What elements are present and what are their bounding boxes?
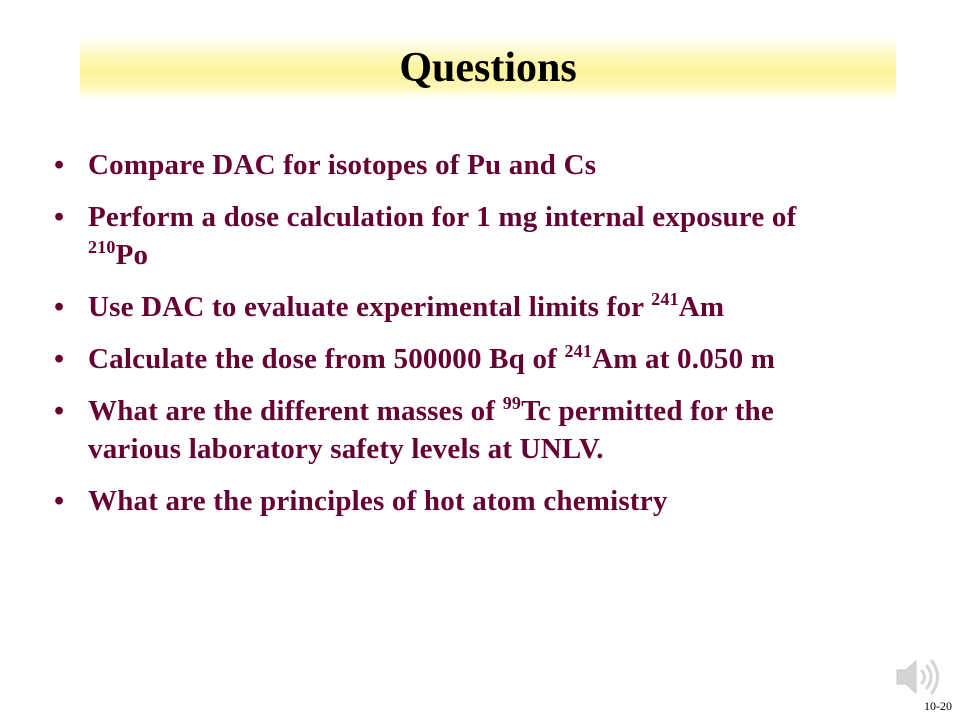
isotope-mass-number: 241: [564, 341, 593, 361]
bullet-icon: •: [54, 343, 65, 375]
question-text: What are the principles of hot atom chemistry: [88, 485, 668, 517]
bullet-icon: •: [54, 485, 65, 517]
question-item: [54, 288, 854, 326]
question-text-tail: Tc permitted for the various laboratory safety levels at UNLV.: [88, 395, 774, 465]
question-item: [54, 482, 854, 520]
question-text: Calculate the dose from 500000 Bq of: [88, 343, 565, 375]
question-item: [54, 340, 854, 378]
isotope-mass-number: 241: [651, 289, 679, 309]
bullet-icon: •: [54, 395, 65, 427]
isotope-mass-number: 99: [502, 393, 522, 413]
bullet-icon: •: [54, 201, 65, 233]
isotope-mass-number: 210: [88, 237, 116, 257]
question-text-tail: Am at 0.050 m: [592, 343, 776, 375]
page-number: 10-20: [924, 699, 952, 713]
question-item: [54, 392, 854, 468]
question-text-tail: Am: [678, 291, 725, 323]
question-text: Use DAC to evaluate experimental limits for: [88, 291, 652, 323]
question-list: [54, 146, 854, 534]
slide-title: Questions: [399, 45, 577, 91]
speaker-icon[interactable]: [893, 655, 945, 699]
question-item: [54, 146, 854, 184]
question-text: What are the different masses of: [88, 395, 503, 427]
question-text: Perform a dose calculation for 1 mg internal exposure of: [88, 201, 797, 233]
bullet-icon: •: [54, 149, 65, 181]
speaker-icon-graphic: [893, 655, 945, 699]
question-item: [54, 198, 854, 274]
question-text: Compare DAC for isotopes of Pu and Cs: [88, 149, 597, 181]
question-text-tail: Po: [115, 239, 149, 271]
bullet-icon: •: [54, 291, 65, 323]
